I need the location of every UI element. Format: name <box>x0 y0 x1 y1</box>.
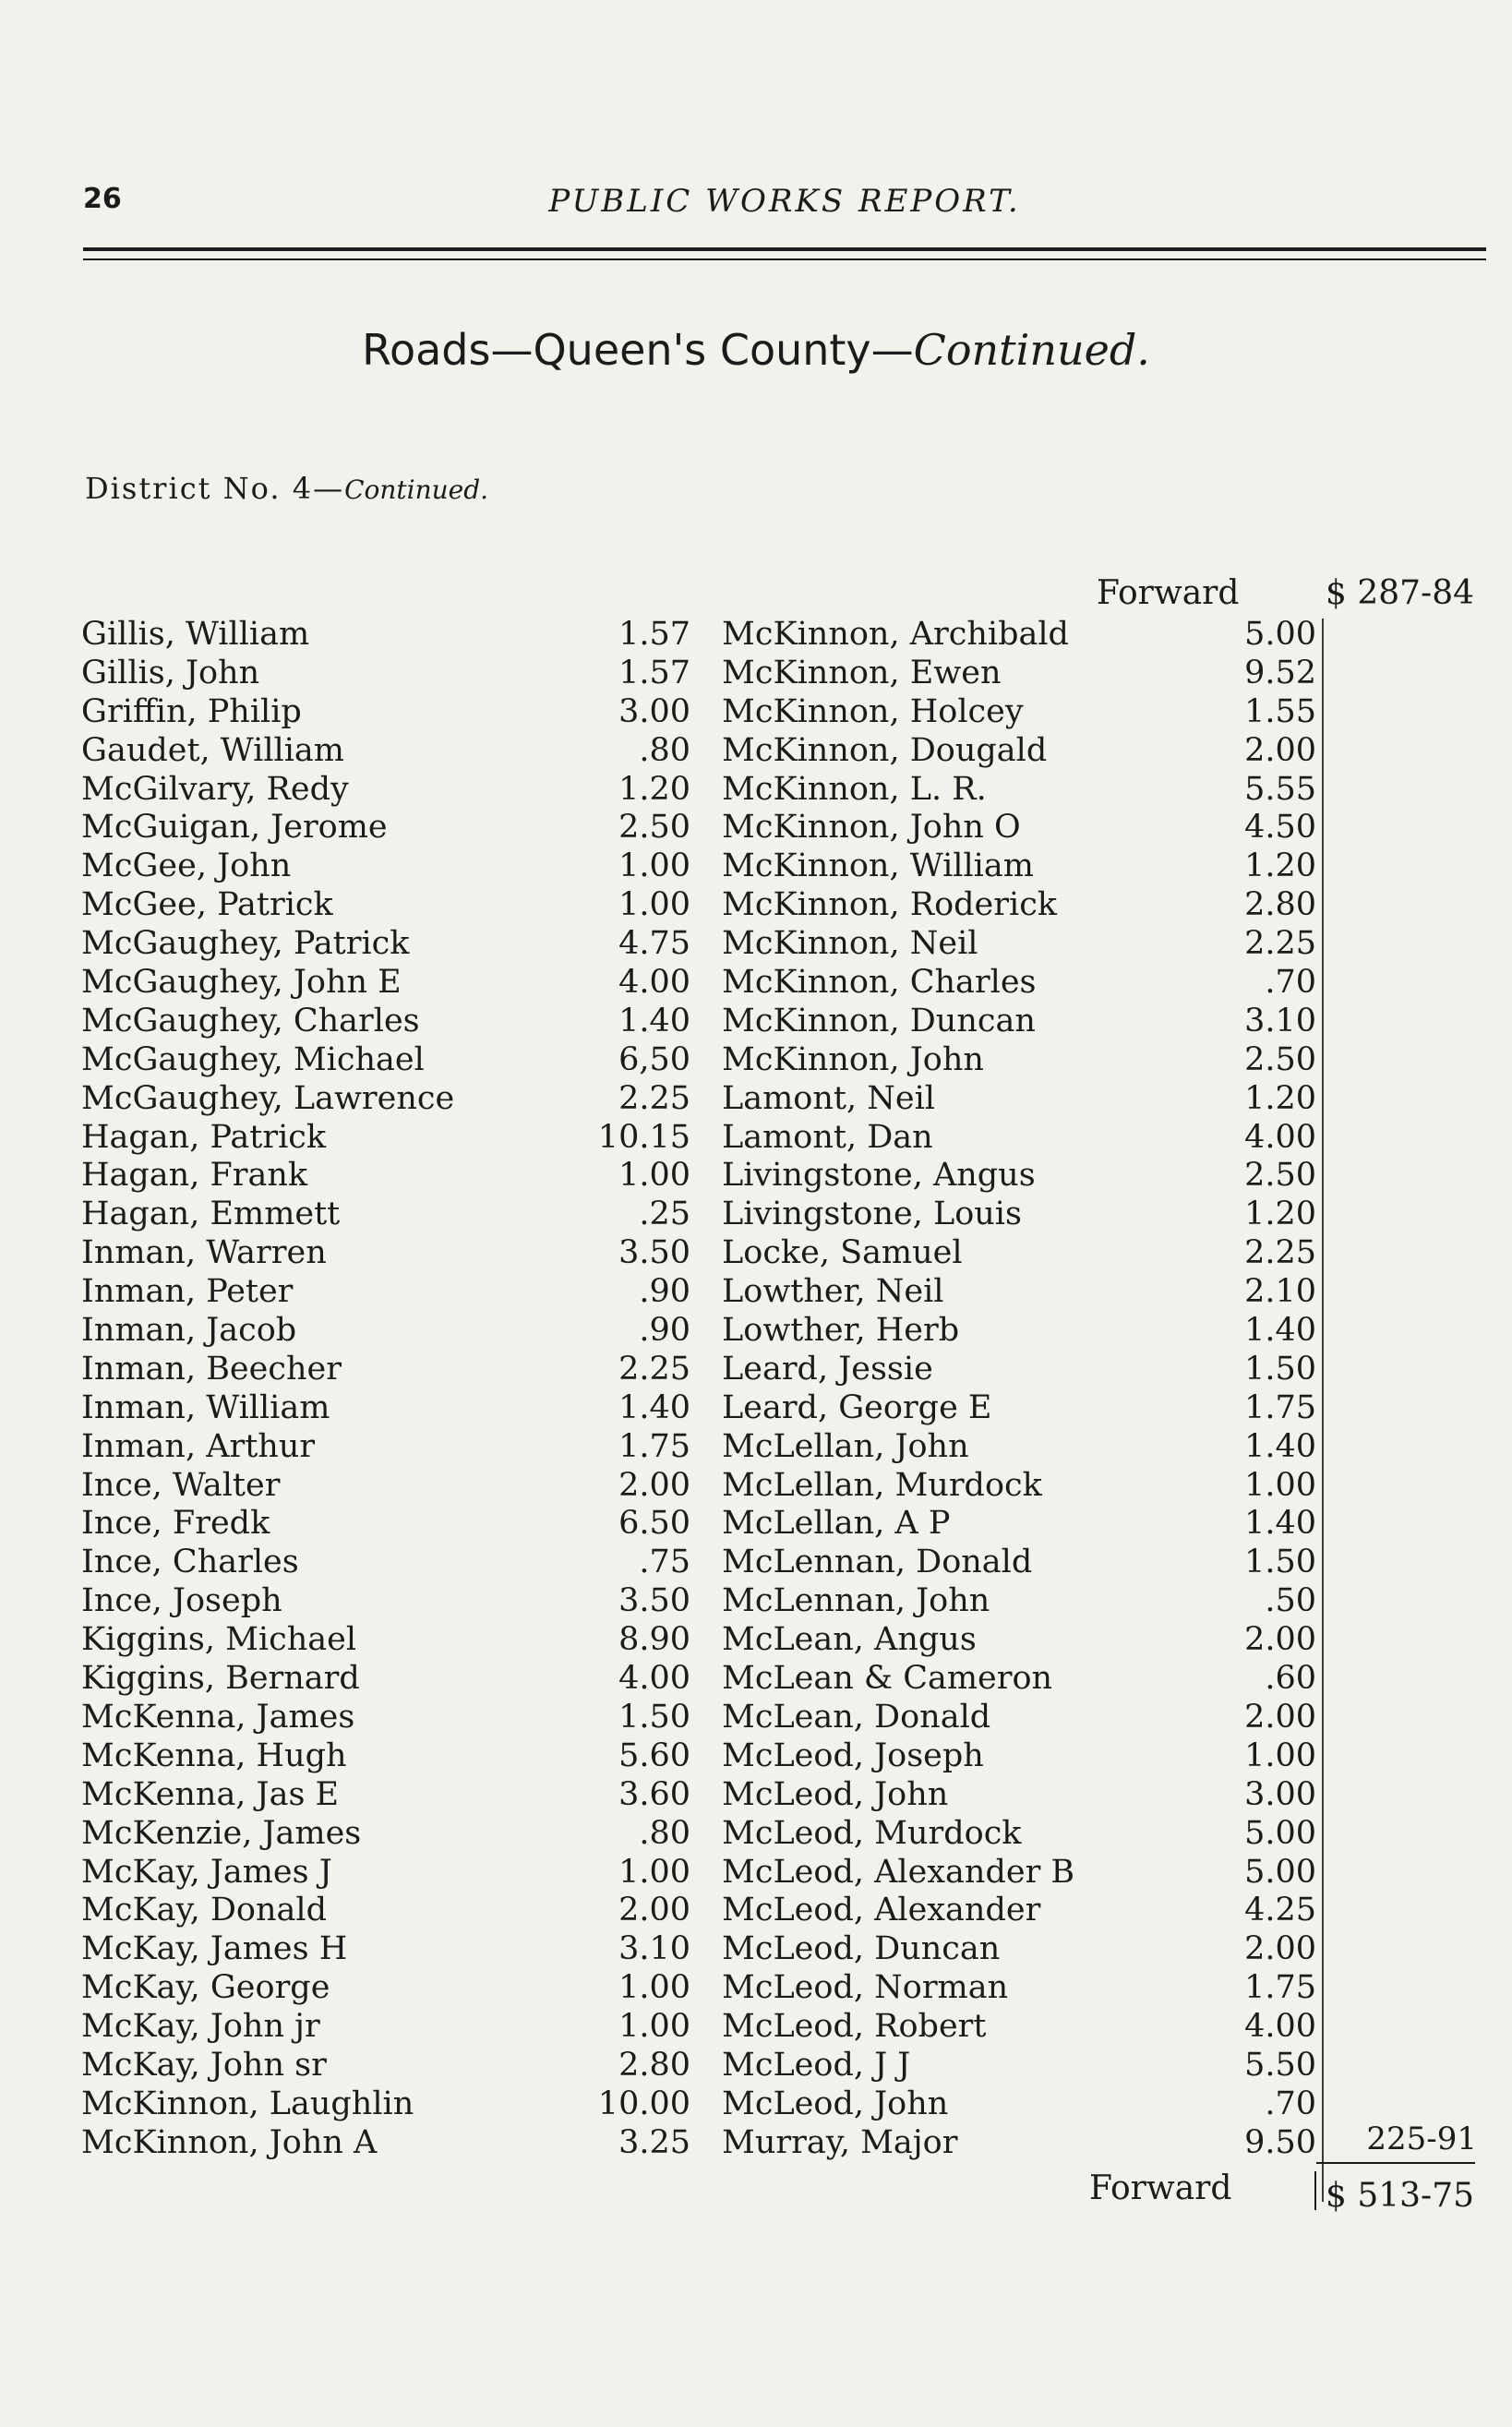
amount-column-rule <box>1322 619 1324 2202</box>
payment-amount: 8.90 <box>618 1621 690 1659</box>
ledger-row <box>81 847 690 885</box>
ledger-row <box>81 885 690 924</box>
payee-name: Inman, Arthur <box>81 1427 316 1465</box>
payee-name: Ince, Charles <box>81 1544 299 1581</box>
payee-name: Hagan, Frank <box>81 1157 308 1195</box>
payee-name: McGuigan, Jerome <box>81 809 388 847</box>
ledger-row <box>81 1775 690 1814</box>
payee-name: Livingstone, Angus <box>722 1157 1036 1195</box>
section-title <box>0 325 1512 375</box>
payment-amount: 3.00 <box>618 692 690 730</box>
payee-name: Leard, George E <box>722 1388 992 1426</box>
ledger-row <box>722 1504 1324 1543</box>
payee-name: Inman, William <box>81 1388 330 1426</box>
payee-name: Lamont, Neil <box>722 1079 935 1117</box>
running-title: PUBLIC WORKS REPORT. <box>548 183 1021 220</box>
payment-amount: 1.20 <box>618 770 690 808</box>
payment-amount: 5.60 <box>618 1736 690 1774</box>
payee-name: McKay, John jr <box>81 2008 320 2046</box>
forward-top-label: Forward <box>1097 574 1240 612</box>
ledger-row <box>81 1311 690 1350</box>
payment-amount: 2.25 <box>1244 1234 1316 1272</box>
payment-amount: 1.00 <box>1244 1466 1316 1504</box>
ledger-row <box>722 963 1324 1002</box>
payee-name: McLeod, John <box>722 1775 949 1813</box>
ledger-row <box>722 1002 1324 1040</box>
payee-name: Ince, Joseph <box>81 1582 282 1620</box>
payee-name: McKinnon, William <box>722 847 1034 885</box>
payment-amount: 1.50 <box>618 1698 690 1736</box>
payee-name: Lowther, Herb <box>722 1312 960 1350</box>
ledger-row <box>81 1814 690 1853</box>
ledger-row <box>722 731 1324 770</box>
payee-name: McKenna, Hugh <box>81 1736 347 1774</box>
payee-name: McLellan, A P <box>722 1505 951 1543</box>
payee-name: Gillis, John <box>81 654 260 691</box>
ledger-row <box>81 1853 690 1892</box>
payee-name: McLean, Donald <box>722 1698 991 1736</box>
ledger-row <box>722 2007 1324 2046</box>
payee-name: McKinnon, Laughlin <box>81 2085 414 2122</box>
payee-name: McLellan, John <box>722 1427 969 1465</box>
ledger-row <box>81 1659 690 1698</box>
ledger-row <box>81 1118 690 1157</box>
ledger-row <box>722 1620 1324 1659</box>
payment-amount: 4.25 <box>1244 1892 1316 1929</box>
payment-amount: 2.80 <box>1244 886 1316 924</box>
payment-amount: 4.00 <box>1244 2008 1316 2046</box>
ledger-row <box>722 1736 1324 1775</box>
payee-name: McGaughey, Patrick <box>81 925 410 963</box>
payee-name: Gaudet, William <box>81 731 344 769</box>
payment-amount: 1.40 <box>618 1002 690 1039</box>
payee-name: McLeod, Robert <box>722 2008 987 2046</box>
payment-amount: 3.10 <box>1244 1002 1316 1039</box>
left-column-list <box>81 615 690 2162</box>
payment-amount: 2.80 <box>618 2046 690 2084</box>
payment-amount: 3.50 <box>618 1234 690 1272</box>
ledger-row <box>81 1698 690 1736</box>
payment-amount: 3.00 <box>1244 1775 1316 1813</box>
payee-name: Leard, Jessie <box>722 1350 933 1388</box>
ledger-row <box>722 885 1324 924</box>
ledger-row <box>81 1040 690 1079</box>
payment-amount: 2.00 <box>1244 731 1316 769</box>
payment-amount: 5.00 <box>1244 1853 1316 1891</box>
payment-amount: 1.00 <box>618 1157 690 1195</box>
ledger-row <box>722 2085 1324 2123</box>
payment-amount: .80 <box>639 731 690 769</box>
ledger-row <box>722 1350 1324 1388</box>
payee-name: Lamont, Dan <box>722 1118 933 1156</box>
payment-amount: 1.40 <box>618 1388 690 1426</box>
payment-amount: 3.25 <box>618 2123 690 2161</box>
payment-amount: 2.00 <box>618 1466 690 1504</box>
payee-name: McKay, George <box>81 1969 330 2007</box>
payee-name: McLellan, Murdock <box>722 1466 1042 1504</box>
payee-name: McKinnon, Roderick <box>722 886 1058 924</box>
ledger-row <box>722 1311 1324 1350</box>
ledger-row <box>81 1929 690 1968</box>
payee-name: McKinnon, John <box>722 1040 984 1078</box>
payee-name: McKay, James H <box>81 1930 348 1968</box>
ledger-row <box>81 731 690 770</box>
payment-amount: 2.00 <box>618 1892 690 1929</box>
ledger-row <box>81 2123 690 2162</box>
payee-name: McLennan, John <box>722 1582 990 1620</box>
payee-name: McLean & Cameron <box>722 1660 1053 1698</box>
ledger-row <box>722 1581 1324 1620</box>
payment-amount: 1.57 <box>618 616 690 653</box>
payment-amount: 1.50 <box>1244 1350 1316 1388</box>
ledger-row <box>722 654 1324 692</box>
page-number: 26 <box>83 183 122 215</box>
payment-amount: 5.55 <box>1244 770 1316 808</box>
payment-amount: 2.25 <box>618 1079 690 1117</box>
payment-amount: 1.00 <box>618 847 690 885</box>
ledger-row <box>722 1118 1324 1157</box>
payee-name: Gillis, William <box>81 616 310 653</box>
ledger-row <box>722 1272 1324 1311</box>
ledger-row <box>81 770 690 809</box>
payee-name: Kiggins, Michael <box>81 1621 357 1659</box>
ledger-row <box>81 1272 690 1311</box>
payee-name: McGee, John <box>81 847 292 885</box>
ledger-row <box>722 1929 1324 1968</box>
ledger-row <box>722 1891 1324 1929</box>
payment-amount: .75 <box>639 1544 690 1581</box>
payment-amount: .90 <box>639 1312 690 1350</box>
payment-amount: 6.50 <box>618 1505 690 1543</box>
header-rule-thick <box>83 247 1486 251</box>
payee-name: Inman, Jacob <box>81 1312 297 1350</box>
ledger-row <box>722 847 1324 885</box>
ledger-row <box>722 1195 1324 1233</box>
payee-name: McKenna, Jas E <box>81 1775 340 1813</box>
payee-name: McLeod, Alexander B <box>722 1853 1075 1891</box>
payment-amount: 4.00 <box>618 964 690 1002</box>
forward-bottom-amount: $ 513-75 <box>1326 2177 1475 2215</box>
payee-name: McGaughey, Lawrence <box>81 1079 455 1117</box>
payee-name: McKinnon, Neil <box>722 925 978 963</box>
payment-amount: 4.50 <box>1244 809 1316 847</box>
ledger-row <box>81 2085 690 2123</box>
payment-amount: .25 <box>639 1195 690 1233</box>
ledger-row <box>722 808 1324 847</box>
payment-amount: 2.50 <box>618 809 690 847</box>
ledger-row <box>81 1156 690 1195</box>
payment-amount: 4.00 <box>618 1660 690 1698</box>
payee-name: Griffin, Philip <box>81 692 302 730</box>
ledger-row <box>722 1040 1324 1079</box>
payment-amount: .70 <box>1265 2085 1316 2122</box>
payment-amount: 3.10 <box>618 1930 690 1968</box>
payee-name: McLeod, John <box>722 2085 949 2122</box>
payment-amount: 3.60 <box>618 1775 690 1813</box>
payee-name: McLennan, Donald <box>722 1544 1033 1581</box>
payment-amount: 10.00 <box>597 2085 690 2122</box>
payee-name: McGaughey, Michael <box>81 1040 425 1078</box>
ledger-row <box>722 1853 1324 1892</box>
payee-name: Inman, Warren <box>81 1234 327 1272</box>
payment-amount: 2.00 <box>1244 1621 1316 1659</box>
payment-amount: 1.40 <box>1244 1312 1316 1350</box>
section-title-main: Roads—Queen's County— <box>362 325 914 375</box>
ledger-row <box>81 1581 690 1620</box>
payment-amount: 1.75 <box>1244 1388 1316 1426</box>
forward-bottom-label: Forward <box>1089 2169 1232 2207</box>
payment-amount: 2.10 <box>1244 1273 1316 1311</box>
payee-name: McKinnon, Ewen <box>722 654 1002 691</box>
payee-name: Ince, Fredk <box>81 1505 270 1543</box>
ledger-row <box>81 654 690 692</box>
ledger-row <box>722 1466 1324 1505</box>
payee-name: McKinnon, Dougald <box>722 731 1048 769</box>
payee-name: McKenzie, James <box>81 1814 362 1852</box>
payment-amount: 5.00 <box>1244 1814 1316 1852</box>
ledger-row <box>81 1079 690 1118</box>
payment-amount: 2.25 <box>1244 925 1316 963</box>
payee-name: McLeod, J J <box>722 2046 911 2084</box>
payee-name: Murray, Major <box>722 2123 958 2161</box>
payee-name: Hagan, Emmett <box>81 1195 341 1233</box>
payment-amount: 1.20 <box>1244 1195 1316 1233</box>
ledger-row <box>722 1698 1324 1736</box>
ledger-row <box>722 615 1324 654</box>
payee-name: McGaughey, Charles <box>81 1002 420 1039</box>
payment-amount: 10.15 <box>597 1118 690 1156</box>
payee-name: McLeod, Murdock <box>722 1814 1022 1852</box>
payment-amount: 1.00 <box>618 1969 690 2007</box>
payment-amount: 1.50 <box>1244 1544 1316 1581</box>
payment-amount: 1.57 <box>618 654 690 691</box>
ledger-row <box>81 615 690 654</box>
payee-name: Inman, Peter <box>81 1273 294 1311</box>
ledger-row <box>722 1814 1324 1853</box>
ledger-row <box>81 692 690 731</box>
ledger-row <box>722 770 1324 809</box>
payment-amount: 2.00 <box>1244 1698 1316 1736</box>
payment-amount: 2.50 <box>1244 1040 1316 1078</box>
ledger-row <box>81 1736 690 1775</box>
ledger-row <box>722 692 1324 731</box>
ledger-row <box>81 2046 690 2085</box>
ledger-row <box>81 2007 690 2046</box>
payee-name: McLeod, Joseph <box>722 1736 984 1774</box>
payment-amount: .50 <box>1265 1582 1316 1620</box>
district-heading <box>85 471 488 506</box>
ledger-row <box>81 1968 690 2007</box>
forward-bottom-rule <box>1314 2171 1316 2210</box>
district-continued: Continued. <box>344 475 489 505</box>
ledger-row <box>81 1466 690 1505</box>
payee-name: McKay, Donald <box>81 1892 327 1929</box>
ledger-row <box>81 1543 690 1581</box>
payment-amount: 2.25 <box>618 1350 690 1388</box>
ledger-row <box>81 1350 690 1388</box>
payee-name: Kiggins, Bernard <box>81 1660 360 1698</box>
payment-amount: .90 <box>639 1273 690 1311</box>
payment-amount: 5.00 <box>1244 616 1316 653</box>
payment-amount: 9.50 <box>1244 2123 1316 2161</box>
ledger-row <box>722 2046 1324 2085</box>
payment-amount: 2.00 <box>1244 1930 1316 1968</box>
payee-name: McKinnon, Holcey <box>722 692 1024 730</box>
ledger-row <box>722 924 1324 963</box>
ledger-row <box>722 2123 1324 2162</box>
ledger-row <box>81 1620 690 1659</box>
payee-name: McLean, Angus <box>722 1621 977 1659</box>
payment-amount: 1.20 <box>1244 1079 1316 1117</box>
ledger-row <box>81 1002 690 1040</box>
payee-name: McKinnon, Archibald <box>722 616 1069 653</box>
payee-name: Ince, Walter <box>81 1466 281 1504</box>
payment-amount: 1.00 <box>618 2008 690 2046</box>
payee-name: McLeod, Norman <box>722 1969 1009 2007</box>
payment-amount: 1.20 <box>1244 847 1316 885</box>
header-rule-thin <box>83 258 1486 260</box>
payee-name: Locke, Samuel <box>722 1234 963 1272</box>
ledger-row <box>722 1968 1324 2007</box>
payment-amount: 1.75 <box>618 1427 690 1465</box>
payee-name: McGee, Patrick <box>81 886 333 924</box>
payee-name: Hagan, Patrick <box>81 1118 327 1156</box>
ledger-row <box>81 1504 690 1543</box>
payment-amount: 4.00 <box>1244 1118 1316 1156</box>
payment-amount: 1.40 <box>1244 1505 1316 1543</box>
payee-name: McGaughey, John E <box>81 964 402 1002</box>
ledger-row <box>722 1427 1324 1466</box>
payment-amount: 2.50 <box>1244 1157 1316 1195</box>
forward-top-amount: $ 287-84 <box>1326 574 1475 612</box>
payment-amount: .60 <box>1265 1660 1316 1698</box>
ledger-row <box>81 1427 690 1466</box>
ledger-row <box>81 1195 690 1233</box>
payment-amount: 1.00 <box>618 886 690 924</box>
payment-amount: 1.40 <box>1244 1427 1316 1465</box>
payment-amount: .70 <box>1265 964 1316 1002</box>
payee-name: McKinnon, Duncan <box>722 1002 1036 1039</box>
payment-amount: 9.52 <box>1244 654 1316 691</box>
ledger-row <box>722 1543 1324 1581</box>
payee-name: McLeod, Alexander <box>722 1892 1041 1929</box>
payee-name: McKinnon, John A <box>81 2123 378 2161</box>
payment-amount: 1.00 <box>1244 1736 1316 1774</box>
payee-name: McLeod, Duncan <box>722 1930 1001 1968</box>
subtotal-rule <box>1316 2162 1475 2164</box>
payee-name: Inman, Beecher <box>81 1350 342 1388</box>
payment-amount: 4.75 <box>618 925 690 963</box>
payee-name: McKinnon, Charles <box>722 964 1037 1002</box>
ledger-row <box>722 1775 1324 1814</box>
ledger-row <box>722 1388 1324 1427</box>
payment-amount: 6,50 <box>618 1040 690 1078</box>
payee-name: McKay, John sr <box>81 2046 327 2084</box>
payee-name: McKinnon, L. R. <box>722 770 987 808</box>
ledger-row <box>81 924 690 963</box>
ledger-row <box>81 808 690 847</box>
payment-amount: 3.50 <box>618 1582 690 1620</box>
payee-name: McKenna, James <box>81 1698 355 1736</box>
payee-name: McKay, James J <box>81 1853 332 1891</box>
ledger-row <box>81 1891 690 1929</box>
payment-amount: .80 <box>639 1814 690 1852</box>
ledger-row <box>81 1233 690 1272</box>
payment-amount: 5.50 <box>1244 2046 1316 2084</box>
payment-amount: 1.00 <box>618 1853 690 1891</box>
right-column-list <box>722 615 1324 2162</box>
page-header <box>83 183 1486 231</box>
payee-name: Lowther, Neil <box>722 1273 944 1311</box>
payment-amount: 1.55 <box>1244 692 1316 730</box>
ledger-row <box>722 1659 1324 1698</box>
payee-name: McGilvary, Redy <box>81 770 349 808</box>
ledger-row <box>722 1233 1324 1272</box>
payee-name: Livingstone, Louis <box>722 1195 1022 1233</box>
ledger-row <box>722 1156 1324 1195</box>
subtotal-amount: 225-91 <box>1366 2121 1477 2157</box>
payee-name: McKinnon, John O <box>722 809 1021 847</box>
ledger-row <box>722 1079 1324 1118</box>
ledger-row <box>81 963 690 1002</box>
section-title-continued: Continued. <box>913 325 1150 375</box>
ledger-row <box>81 1388 690 1427</box>
payment-amount: 1.75 <box>1244 1969 1316 2007</box>
district-label: District No. 4— <box>85 471 345 506</box>
